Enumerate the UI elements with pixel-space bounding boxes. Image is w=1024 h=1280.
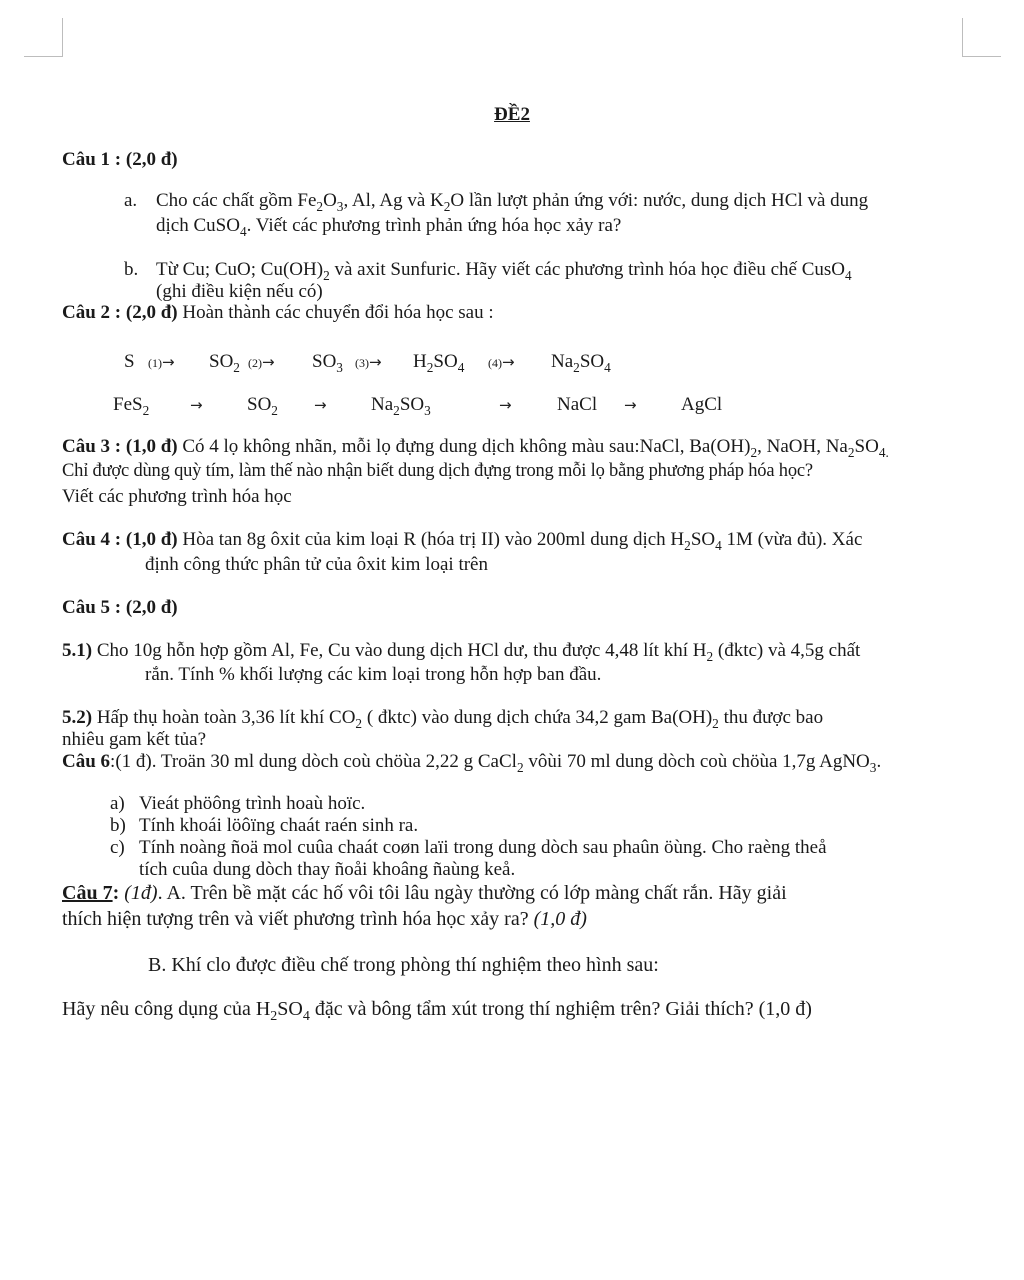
chain1-arrow-1: (1)→ <box>148 353 175 371</box>
q1-b-line-1: Từ Cu; CuO; $Cu(OH)_2$ và axit Sunfuric. Hãy viết các phương trình hóa học điều chế CusO$_4$ <box>156 259 852 283</box>
q5-label: Câu 5 : (2,0 đ) <box>62 597 178 618</box>
q6-c-line-1: Tính noàng ñoä mol cuûa chaát coøn laïi trong dung dòch sau phaûn öùng. Cho raèng theå <box>139 837 827 858</box>
q3-line-2: Chỉ được dùng quỳ tím, làm thế nào nhận biết dung dịch đựng trong mỗi lọ bằng phương pháp hóa học? <box>62 461 813 481</box>
q1-label: Câu 1 : (2,0 đ) <box>62 149 178 170</box>
chain1-arrow-4: (4)→ <box>488 353 515 371</box>
page-corner-mark-top-left <box>24 18 63 57</box>
q4-line-2: định công thức phân tử của ôxit kim loại trên <box>145 554 488 575</box>
q1-b-line-2: (ghi điều kiện nếu có) <box>156 281 323 302</box>
q6-a-marker: a) <box>110 793 125 814</box>
exam-title: ĐỀ2 <box>494 104 530 125</box>
q3-line-1: Câu 3 : (1,0 đ) Có 4 lọ không nhãn, mỗi lọ đựng dung dịch không màu sau:NaCl, $Ba(OH)_2$, NaOH, $Na_2SO_{4.}$ <box>62 436 889 460</box>
q4-line-1: Câu 4 : (1,0 đ) Hòa tan 8g ôxit của kim loại R (hóa trị II) vào 200ml dung dịch $H_2SO_4$ 1M (vừa đủ). Xác <box>62 529 863 553</box>
chain2-arrow-2: → <box>314 396 327 414</box>
chain1-so3: $SO_3$ <box>312 351 343 375</box>
chain2-so2: $SO_2$ <box>247 394 278 418</box>
q6-line-1: Câu 6:(1 đ). Troän 30 ml dung dòch coù chöùa 2,22 g CaCl$_2$ vôùi 70 ml dung dòch coù chöùa 1,7g AgNO$_3$. <box>62 751 882 775</box>
q1-a-line-1: Cho các chất gồm $Fe_2O_3$, Al, Ag và $K_2O$ lần lượt phản ứng với: nước, dung dịch HCl và dung <box>156 190 869 214</box>
q3-label: Câu 3 : (1,0 đ) <box>62 436 178 457</box>
q1-b-marker: b. <box>124 259 139 280</box>
q5-2-label: 5.2) <box>62 707 93 728</box>
chain2-arrow-1: → <box>190 396 203 414</box>
chain2-arrow-4: → <box>624 396 637 414</box>
q2-line: Câu 2 : (2,0 đ) Hoàn thành các chuyển đổi hóa học sau : <box>62 302 494 323</box>
chain1-arrow-3: (3)→ <box>355 353 382 371</box>
q6-label: Câu 6 <box>62 751 111 772</box>
q7-label: Câu 7 <box>62 882 113 904</box>
q6-a-text: Vieát phöông trình hoaù hoïc. <box>139 793 366 814</box>
q4-label: Câu 4 : (1,0 đ) <box>62 529 178 550</box>
chain1-so2: $SO_2$ <box>209 351 240 375</box>
chain1-arrow-2: (2)→ <box>248 353 275 371</box>
chain1-na2so4: $Na_2SO_4$ <box>551 351 611 375</box>
q6-c-marker: c) <box>110 837 125 858</box>
q3-line-3: Viết các phương trình hóa học <box>62 486 292 507</box>
q5-1-line-1: 5.1) Cho 10g hỗn hợp gồm Al, Fe, Cu vào dung dịch HCl dư, thu được 4,48 lít khí $H_2$ (đktc) và 4,5g chất <box>62 640 861 664</box>
q1-a-line-2: dịch CuSO$_4$. Viết các phương trình phản ứng hóa học xảy ra? <box>156 215 622 239</box>
q2-label: Câu 2 : (2,0 đ) <box>62 302 178 323</box>
q5-1-line-2: rắn. Tính % khối lượng các kim loại trong hỗn hợp ban đầu. <box>145 664 602 685</box>
q6-c-line-2: tích cuûa dung dòch thay ñoåi khoâng ñaùng keå. <box>139 859 516 880</box>
chain1-h2so4: $H_2SO_4$ <box>413 351 465 375</box>
q1-a-marker: a. <box>124 190 138 211</box>
chain2-nacl: NaCl <box>557 394 598 415</box>
chain2-agcl: AgCl <box>681 394 723 415</box>
chain2-arrow-3: → <box>499 396 512 414</box>
chain2-fes2: FeS$_2$ <box>113 394 150 418</box>
q6-b-marker: b) <box>110 815 126 836</box>
q5-2-line-2: nhiêu gam kết tủa? <box>62 729 207 750</box>
chain2-na2so3: $Na_2SO_3$ <box>371 394 431 418</box>
q5-2-line-1: 5.2) Hấp thụ hoàn toàn 3,36 lít khí $CO_2$ ( đktc) vào dung dịch chứa 34,2 gam $Ba(OH)_2$ thu được bao <box>62 707 824 731</box>
q7-line-2: thích hiện tượng trên và viết phương trình hóa học xảy ra? (1,0 đ) <box>62 908 587 930</box>
page-corner-mark-top-right <box>962 18 1001 57</box>
q7-last-line: Hãy nêu công dụng của $H_2SO_4$ đặc và bông tẩm xút trong thí nghiệm trên? Giải thích? (1,0 đ) <box>62 998 812 1024</box>
q7-line-1: Câu 7: (1đ). A. Trên bề mặt các hố vôi tôi lâu ngày thường có lớp màng chất rắn. Hãy giải <box>62 882 787 904</box>
chain1-s: S <box>124 351 135 372</box>
q7-b-text: B. Khí clo được điều chế trong phòng thí nghiệm theo hình sau: <box>148 954 659 976</box>
q5-1-label: 5.1) <box>62 640 93 661</box>
q6-b-text: Tính khoái löôïng chaát raén sinh ra. <box>139 815 419 836</box>
